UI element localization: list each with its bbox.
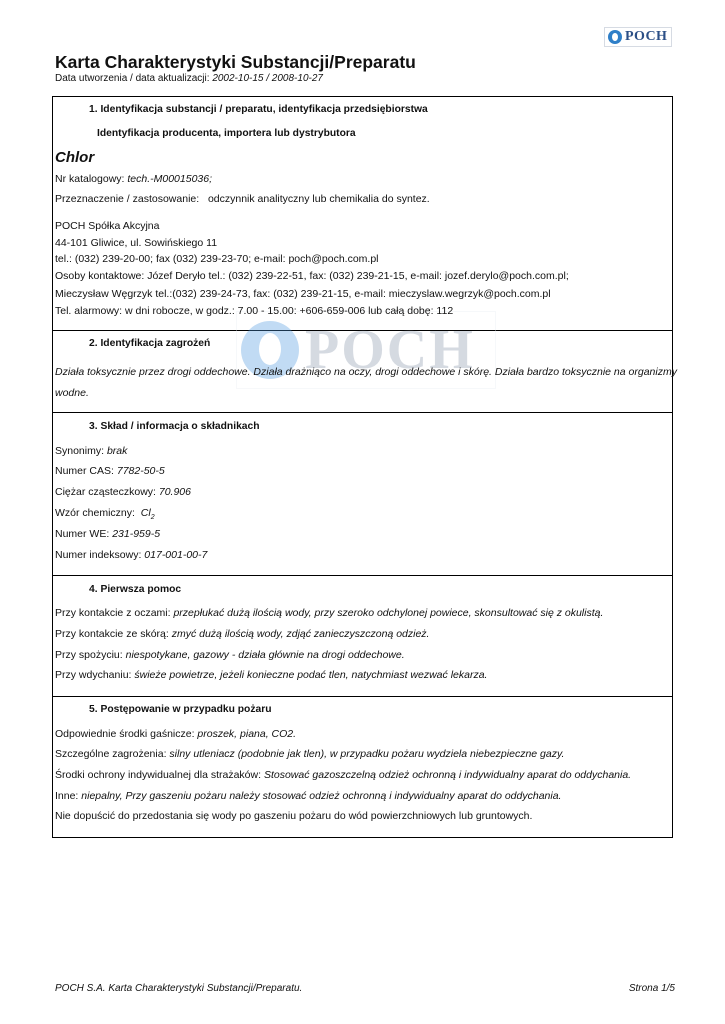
dates-label: Data utworzenia / data aktualizacji: [55, 73, 210, 84]
index-label: Numer indeksowy: [55, 549, 142, 561]
fire-note: Nie dopuścić do przedostania się wody po gaszeniu pożaru do wód powierzchniowych lub gruntowych. [55, 810, 533, 822]
formula-line [55, 507, 155, 521]
fire-item [55, 728, 296, 740]
catalog-line [55, 173, 212, 185]
company-line: Mieczysław Węgrzyk tel.:(032) 239-24-73, fax: (032) 239-21-15, e-mail: mieczyslaw.wegrzyk@poch.com.pl [55, 288, 551, 300]
index-value: 017-001-00-7 [144, 549, 208, 561]
first-aid-label: Przy kontakcie z oczami: [55, 607, 171, 619]
first-aid-item [55, 669, 487, 681]
first-aid-value: przepłukać dużą ilością wody, przy szeroko odchylonej powiece, skonsultować się z okulistą. [173, 607, 604, 619]
poch-logo-icon [608, 30, 622, 44]
fire-value: proszek, piana, CO2. [197, 728, 297, 740]
watermark-text: POCH [305, 319, 475, 381]
section-1-subheader: Identyfikacja producenta, importera lub dystrybutora [97, 128, 356, 139]
first-aid-item [55, 649, 405, 661]
catalog-value: tech.-M00015036; [127, 173, 213, 185]
molecular-weight-line [55, 486, 191, 498]
purpose-label: Przeznaczenie / zastosowanie: [55, 193, 200, 205]
company-line: Osoby kontaktowe: Józef Deryło tel.: (032) 239-22-51, fax: (032) 239-21-15, e-mail: jozef.derylo@poch.com.pl; [55, 270, 569, 282]
fire-label: Inne: [55, 790, 79, 802]
section-divider [52, 696, 673, 697]
first-aid-value: niespotykane, gazowy - działa głównie na drogi oddechowe. [125, 649, 405, 661]
section-5-header: 5. Postępowanie w przypadku pożaru [89, 704, 272, 715]
poch-logo [604, 27, 672, 47]
fire-value: silny utleniacz (podobnie jak tlen), w przypadku pożaru wydziela niebezpieczne gazy. [169, 748, 565, 760]
section-divider [52, 575, 673, 576]
index-line [55, 549, 207, 561]
company-line: Tel. alarmowy: w dni robocze, w godz.: 7.00 - 15.00: +606-659-006 lub całą dobę: 112 [55, 305, 454, 317]
section-4-header: 4. Pierwsza pomoc [89, 584, 182, 595]
first-aid-item [55, 628, 429, 640]
dates-line [55, 73, 323, 84]
cas-line [55, 465, 165, 477]
we-value: 231-959-5 [112, 528, 161, 540]
first-aid-label: Przy kontakcie ze skórą: [55, 628, 169, 640]
formula-subscript: 2 [150, 514, 155, 522]
fire-value: Stosować gazoszczelną odzież ochronną i indywidualny aparat do oddychania. [263, 769, 632, 781]
first-aid-value: świeże powietrze, jeżeli konieczne podać tlen, natychmiast wezwać lekarza. [134, 669, 488, 681]
fire-label: Odpowiednie środki gaśnicze: [55, 728, 195, 740]
cas-value: 7782-50-5 [116, 465, 165, 477]
section-3-header: 3. Skład / informacja o składnikach [89, 421, 260, 432]
synonyms-line [55, 445, 127, 457]
logo-text: POCH [625, 29, 668, 44]
page-title: Karta Charakterystyki Substancji/Preparatu [55, 52, 416, 72]
footer-document-name: POCH S.A. Karta Charakterystyki Substancji/Preparatu. [55, 983, 303, 994]
first-aid-item [55, 607, 603, 619]
company-line: POCH Spółka Akcyjna [55, 220, 160, 232]
section-divider [52, 330, 673, 331]
hazard-text: Działa toksycznie przez drogi oddechowe. Działa drażniąco na oczy, drogi oddechowe i skórę. Działa bardzo toksycznie na organizmy [55, 366, 677, 378]
formula-value [140, 507, 155, 522]
we-line [55, 528, 160, 540]
first-aid-label: Przy wdychaniu: [55, 669, 132, 681]
first-aid-label: Przy spożyciu: [55, 649, 123, 661]
fire-item [55, 748, 564, 760]
molecular-weight-value: 70.906 [158, 486, 191, 498]
section-1-header: 1. Identyfikacja substancji / preparatu, identyfikacja przedsiębiorstwa [89, 104, 428, 115]
formula-label: Wzór chemiczny: [55, 507, 135, 519]
purpose-value: odczynnik analityczny lub chemikalia do syntez. [207, 193, 430, 205]
synonyms-label: Synonimy: [55, 445, 105, 457]
section-2-header: 2. Identyfikacja zagrożeń [89, 338, 211, 349]
molecular-weight-label: Ciężar cząsteczkowy: [55, 486, 156, 498]
page-number: Strona 1/5 [628, 983, 675, 994]
section-divider [52, 412, 673, 413]
dates-value: 2002-10-15 / 2008-10-27 [212, 73, 323, 84]
formula-symbol: Cl [140, 507, 151, 519]
catalog-label: Nr katalogowy: [55, 173, 125, 185]
purpose-line [55, 193, 430, 205]
first-aid-value: zmyć dużą ilością wody, zdjąć zanieczyszczoną odzież. [171, 628, 430, 640]
fire-item [55, 769, 631, 781]
hazard-text: wodne. [55, 387, 89, 399]
fire-label: Szczególne zagrożenia: [55, 748, 167, 760]
cas-label: Numer CAS: [55, 465, 114, 477]
company-line: 44-101 Gliwice, ul. Sowińskiego 11 [55, 237, 218, 249]
fire-label: Środki ochrony indywidualnej dla strażaków: [55, 769, 262, 781]
fire-item [55, 790, 561, 802]
synonyms-value: brak [106, 445, 128, 457]
we-label: Numer WE: [55, 528, 110, 540]
fire-value: niepalny, Przy gaszeniu pożaru należy stosować odzież ochronną i indywidualny aparat do oddychania. [81, 790, 562, 802]
company-line: tel.: (032) 239-20-00; fax (032) 239-23-70; e-mail: poch@poch.com.pl [55, 253, 379, 265]
product-name: Chlor [55, 149, 95, 166]
